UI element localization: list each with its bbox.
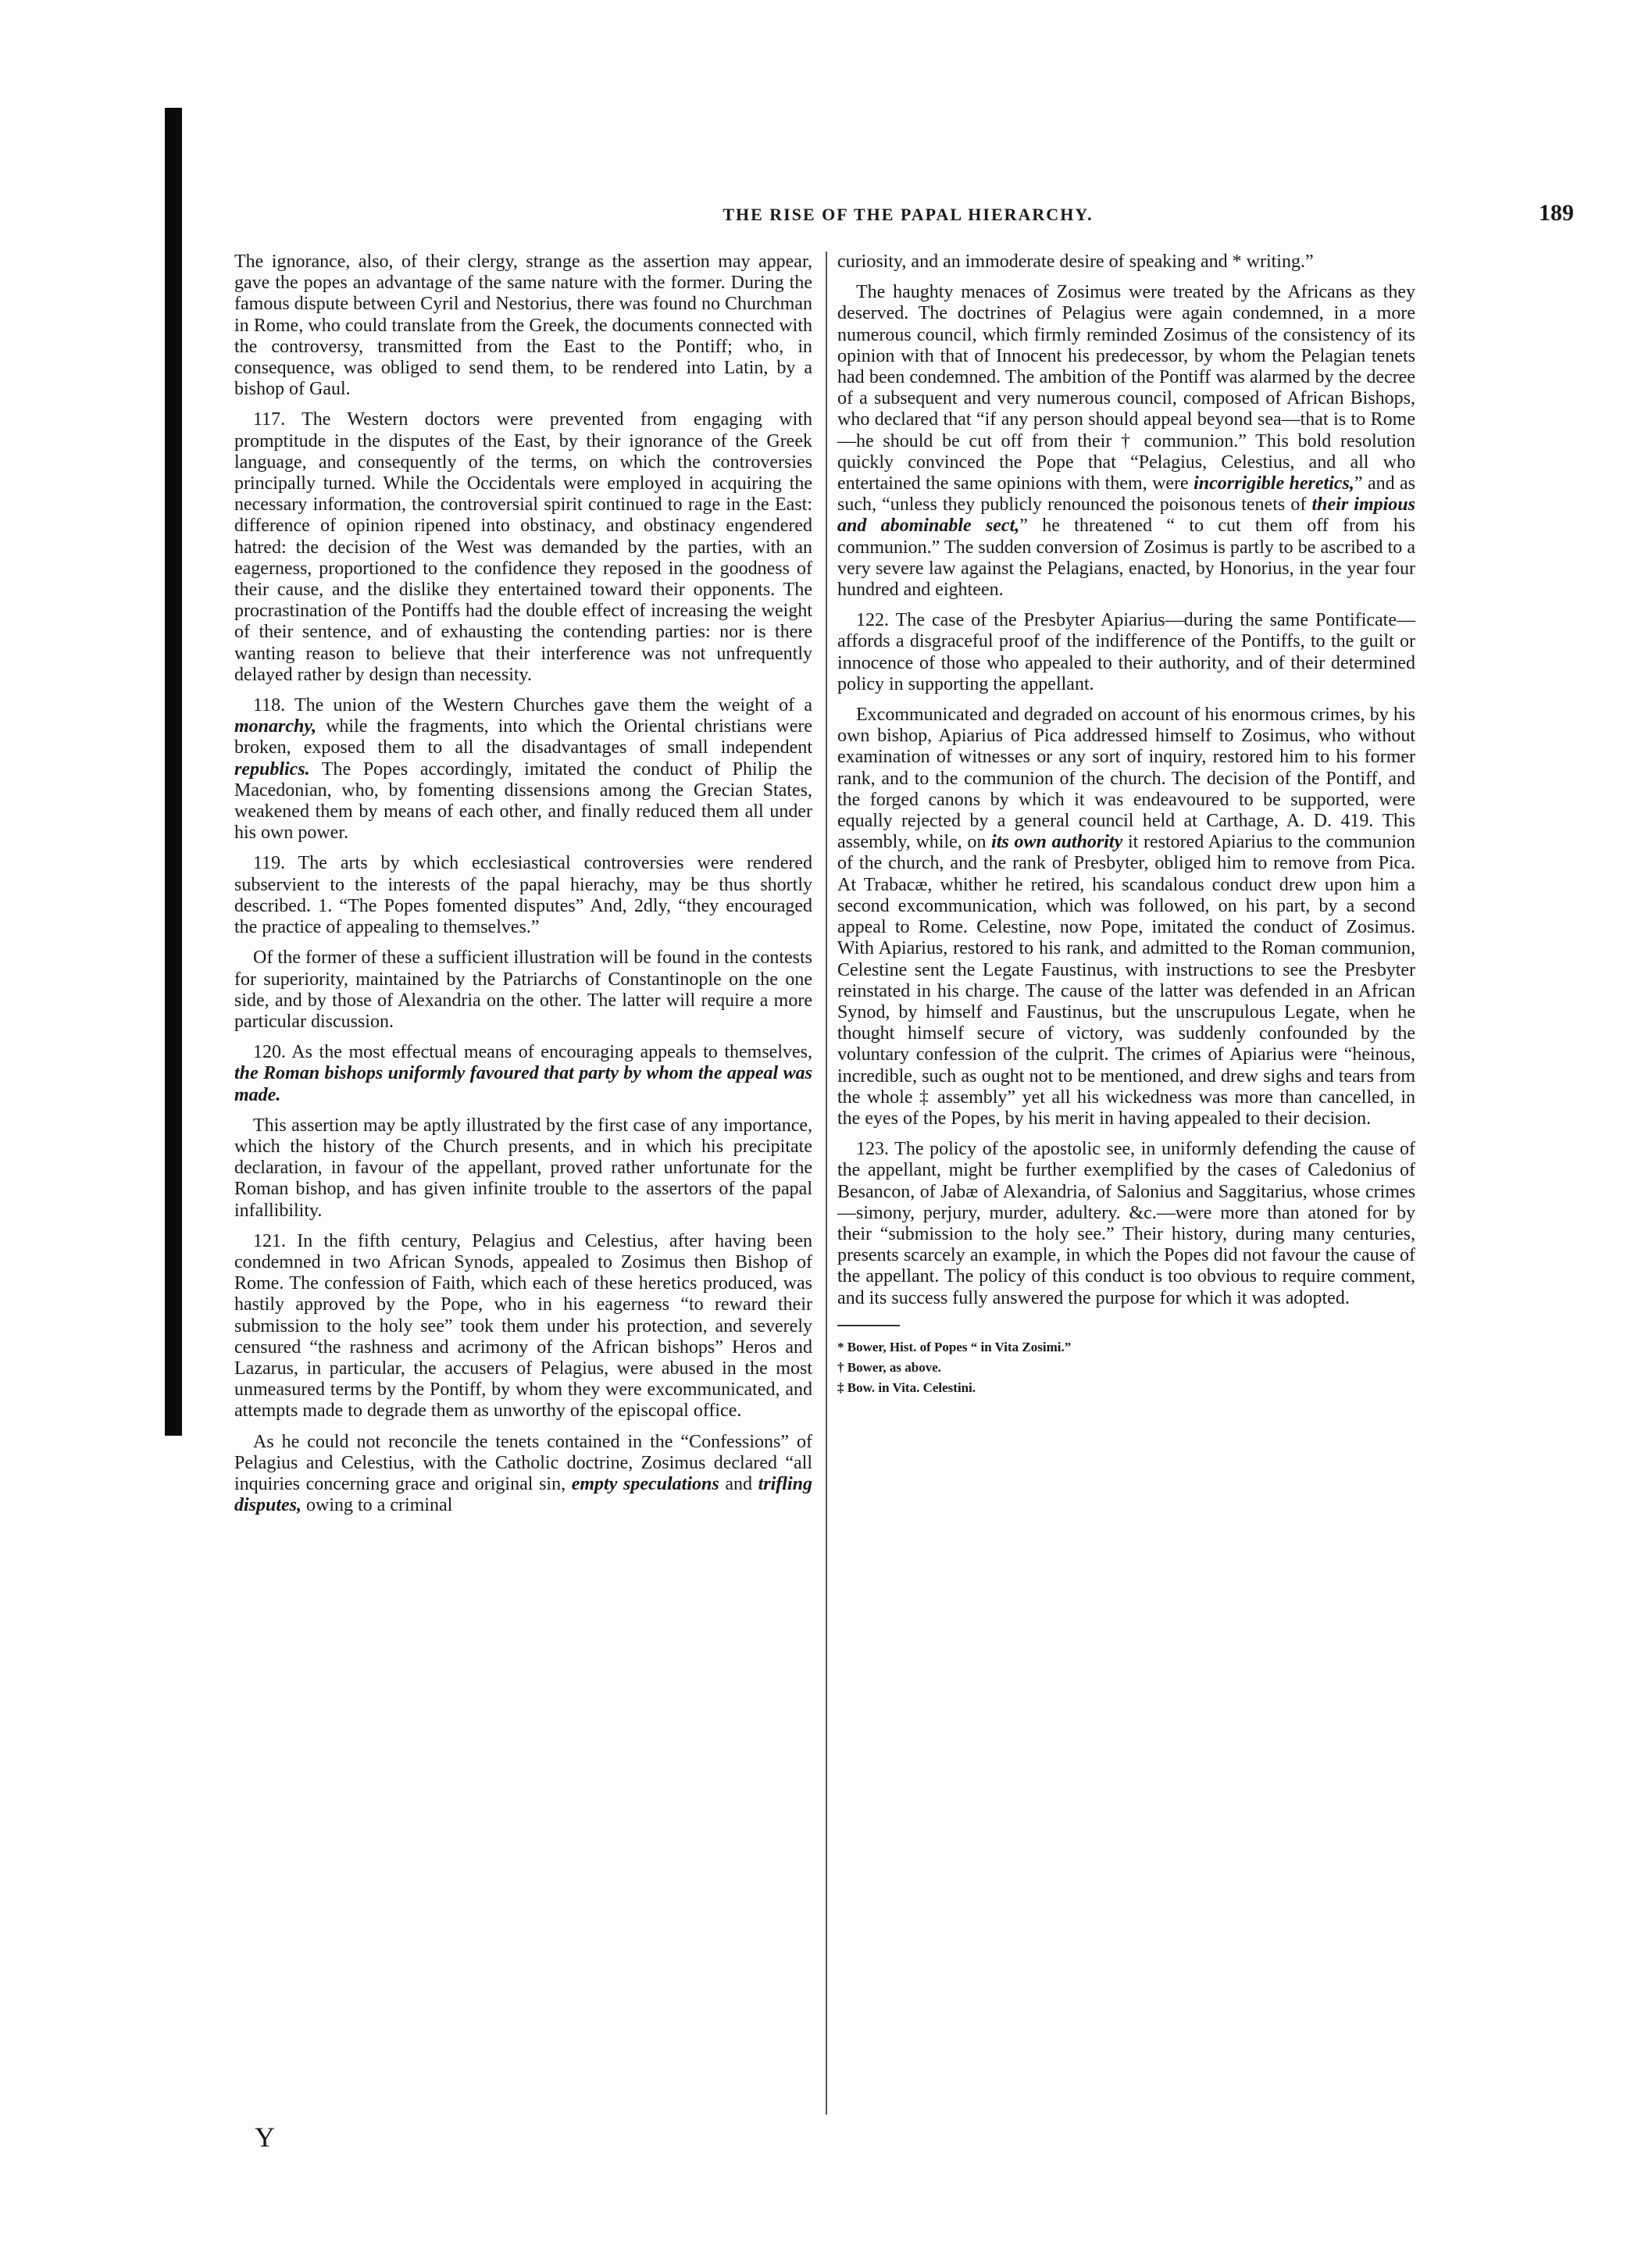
emphasis-text: its own authority bbox=[991, 832, 1123, 853]
paragraph-text: 117. The Western doctors were prevented from engaging with promptitude in the disputes of the East, by their ignorance of the Greek language, and consequently of the terms, on which the controversies principally turned. While the Occidentals were employed in acquiring the necessary information, the controversial spirit continued to rage in the East: difference of opinion ripened into obstinacy, and obstinacy engendered hatred: the decision of the West was demanded by the parties, with an eagerness, proportioned to the confidence they reposed in the goodness of their cause, and the dislike they entertained toward their opponents. The procrastination of the Pontiffs had the double effect of increasing the weight of their sentence, and of exhausting the contending parties: nor is there wanting reason to believe that their interference was not unfrequently delayed rather by design than necessity. bbox=[234, 409, 812, 685]
paragraph-text: The Popes accordingly, imitated the conduct of Philip the Macedonian, who, by fomenting dissensions among the Grecian States, weakened them by means of each other, and finally reduced them all under his own power. bbox=[234, 758, 812, 844]
paragraph-text: 121. In the fifth century, Pelagius and Celestius, after having been condemned in two African Synods, appealed to Zosimus then Bishop of Rome. The confession of Faith, which each of these heretics produced, was hastily approved by the Pope, who in his eagerness “to reward their submission to the holy see” took them under his protection, and severely censured “the rashness and acrimony of the African bishops” Heros and Lazarus, in particular, the accusers of Pelagius, were abused in the most unmeasured terms by the Pontiff, by whom they were excommunicated, and attempts made to degrade them as unworthy of the episcopal office. bbox=[234, 1230, 812, 1422]
paragraph-text: curiosity, and an immoderate desire of speaking and * writing.” bbox=[837, 252, 1314, 272]
paragraph-text: and bbox=[719, 1473, 758, 1494]
paragraph-text: while the fragments, into which the Oriental christians were broken, exposed them to all the disadvantages of small independent bbox=[234, 716, 812, 758]
binding-edge-shadow bbox=[165, 108, 182, 1436]
paragraph bbox=[234, 252, 812, 400]
emphasis-text: monarchy, bbox=[234, 716, 317, 737]
paragraph-text: The ignorance, also, of their clergy, strange as the assertion may appear, gave the popes an advantage of the same nature with the former. During the famous dispute between Cyril and Nestorius, there was found no Churchman in Rome, who could translate from the Greek, the documents connected with the controversy, transmitted from the East to the Pontiff; who, in consequence, was obliged to send them, to be rendered into Latin, by a bishop of Gaul. bbox=[234, 252, 812, 400]
right-column-body bbox=[837, 252, 1415, 1309]
emphasis-text: their impious and abominable sect, bbox=[837, 494, 1415, 537]
paragraph bbox=[837, 1139, 1415, 1309]
paragraph bbox=[837, 252, 1415, 273]
paragraph-text: 122. The case of the Presbyter Apiarius—during the same Pontificate—affords a disgraceful proof of the indifference of the Pontiffs, to the guilt or innocence of those who appealed to their authority, and of their determined policy in supporting the appellant. bbox=[837, 610, 1415, 694]
paragraph-text: 119. The arts by which ecclesiastical controversies were rendered subservient to the interests of the papal hierachy, may be thus shortly described. 1. “The Popes fomented disputes” And, 2dly, “they encouraged the practice of appealing to themselves.” bbox=[234, 853, 812, 938]
emphasis-text: incorrigible heretics, bbox=[1194, 473, 1354, 494]
page-number: 189 bbox=[1539, 200, 1574, 226]
paragraph bbox=[234, 853, 812, 938]
footnotes bbox=[837, 1337, 1415, 1398]
footnote-rule bbox=[837, 1325, 900, 1326]
paragraph bbox=[234, 695, 812, 844]
running-title: THE RISE OF THE PAPAL HIERARCHY. bbox=[723, 205, 1094, 224]
paragraph bbox=[234, 1231, 812, 1422]
emphasis-text: the Roman bishops uniformly favoured that party by whom the appeal was made. bbox=[234, 1063, 812, 1105]
column-divider bbox=[826, 252, 827, 2114]
paragraph bbox=[234, 947, 812, 1033]
paragraph bbox=[234, 409, 812, 686]
emphasis-text: empty speculations bbox=[571, 1473, 719, 1494]
paragraph-text: owing to a criminal bbox=[301, 1495, 453, 1516]
paragraph-text: 118. The union of the Western Churches gave them the weight of a bbox=[253, 695, 812, 716]
paragraph-text: ” he threatened “ to cut them off from his communion.” The sudden conversion of Zosimus is partly to be ascribed to a very severe law against the Pelagians, enacted, by Honorius, in the year four hundred and eighteen. bbox=[837, 516, 1415, 601]
paragraph-text: ” and as such, “unless they publicly renounced the poisonous tenets of bbox=[837, 473, 1416, 516]
page-header bbox=[234, 200, 1582, 236]
paragraph-text: As he could not reconcile the tenets contained in the “Confessions” of Pelagius and Celestius, with the Catholic doctrine, Zosimus declared “all inquiries concerning grace and original sin, bbox=[234, 1431, 812, 1494]
paragraph-text: This assertion may be aptly illustrated by the first case of any importance, which the history of the Church presents, and in which his precipitate declaration, in favour of the appellant, proved rather unfortunate for the Roman bishop, and has given infinite trouble to the assertors of the papal infallibility. bbox=[234, 1115, 812, 1221]
right-column bbox=[837, 252, 1415, 1398]
paragraph bbox=[837, 610, 1415, 695]
left-column bbox=[234, 252, 812, 1526]
paragraph-text: 123. The policy of the apostolic see, in uniformly defending the cause of the appellant, might be further exemplified by the cases of Caledonius of Besancon, of Jabæ of Alexandria, of Salonius and Saggitarius, whose crimes—simony, perjury, murder, adultery. &c.—were more than atoned for by their “submission to the holy see.” Their history, during many centuries, presents scarcely an example, in which the Popes did not favour the cause of the appellant. The policy of this conduct is too obvious to require comment, and its success fully answered the purpose for which it was adopted. bbox=[837, 1139, 1415, 1308]
paragraph bbox=[837, 705, 1415, 1130]
paragraph-text: 120. As the most effectual means of encouraging appeals to themselves, bbox=[253, 1042, 812, 1063]
paragraph bbox=[837, 282, 1415, 601]
footnote: † Bower, as above. bbox=[837, 1359, 942, 1375]
paragraph-text: Excommunicated and degraded on account of his enormous crimes, by his own bishop, Apiarius of Pica addressed himself to Zosimus, who without examination of witnesses or any sort of inquiry, restored him to his former rank, and to the communion of the church. The decision of the Pontiff, and the forged canons by which it was endeavoured to be supported, were equally rejected by a general council held at Carthage, A. D. 419. This assembly, while, on bbox=[837, 705, 1415, 853]
footnote: * Bower, Hist. of Popes “ in Vita Zosimi.” bbox=[837, 1339, 1072, 1354]
emphasis-text: trifling disputes, bbox=[234, 1473, 812, 1516]
paragraph bbox=[234, 1042, 812, 1106]
paragraph bbox=[234, 1115, 812, 1222]
footnote: ‡ Bow. in Vita. Celestini. bbox=[837, 1379, 976, 1395]
paragraph-text: it restored Apiarius to the communion of the church, and the rank of Presbyter, obliged him to remove from Pica. At Trabacæ, whither he retired, his scandalous conduct drew upon him a second excommunication, which was followed, on his part, by a second appeal to Rome. Celestine, now Pope, imitated the conduct of Zosimus. With Apiarius, restored to his rank, and admitted to the Roman communion, Celestine sent the Legate Faustinus, with instructions to see the Presbyter reinstated in his charge. The cause of the latter was defended in an African Synod, by himself and Faustinus, but the unscrupulous Legate, when he thought himself secure of victory, was suddenly confounded by the voluntary confession of the culprit. The crimes of Apiarius were “heinous, incredible, such as ought not to be mentioned, and drew sighs and tears from the whole ‡ assembly” yet all his wickedness was more than cancelled, in the eyes of the Popes, by his merit in having appealed to their decision. bbox=[837, 832, 1415, 1129]
paragraph-text: The haughty menaces of Zosimus were treated by the Africans as they deserved. The doctrines of Pelagius were again condemned, in a more numerous council, which firmly reminded Zosimus of the consistency of its opinion with that of Innocent his predecessor, by whom the Pelagian tenets had been condemned. The ambition of the Pontiff was alarmed by the decree of a subsequent and very numerous council, composed of African Bishops, who declared that “if any person should appeal beyond sea—that is to Rome—he should be cut off from their † communion.” This bold resolution quickly convinced the Pope that “Pelagius, Celestius, and all who entertained the same opinions with them, were bbox=[837, 282, 1415, 494]
paragraph bbox=[234, 1432, 812, 1517]
paragraph-text: Of the former of these a sufficient illustration will be found in the contests for superiority, maintained by the Patriarchs of Constantinople on the one side, and by those of Alexandria on the other. The latter will require a more particular discussion. bbox=[234, 947, 812, 1032]
signature-mark: Y bbox=[255, 2122, 275, 2153]
emphasis-text: republics. bbox=[234, 758, 310, 780]
